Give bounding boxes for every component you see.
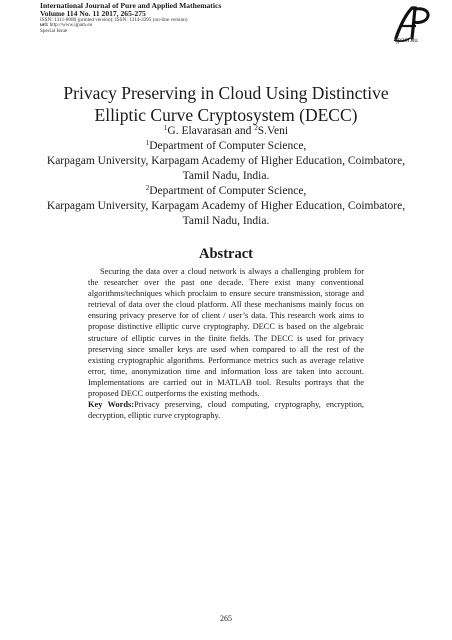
affiliation2-dept-text: Department of Computer Science, (149, 185, 307, 197)
journal-url-label: url: (40, 22, 49, 29)
author1-name: G. Elavarasan and (167, 125, 255, 137)
affiliation1-dept-text: Department of Computer Science, (149, 140, 307, 152)
journal-url-value: http://www.ijpam.eu (48, 22, 93, 29)
paper-title-line-1: Privacy Preserving in Cloud Using Distinctive (63, 83, 389, 103)
abstract-heading: Abstract (199, 246, 253, 262)
affiliation1-univ: Karpagam University, Karpagam Academy of Higher Education, Coimbatore, (46, 155, 406, 167)
author-names (20, 124, 432, 139)
author-block (20, 124, 432, 229)
journal-name: International Journal of Pure and Applied Mathematics (40, 1, 222, 10)
author2-name: S.Veni (257, 125, 289, 137)
author2-sup: 2 (254, 124, 258, 132)
affiliation1-place: Tamil Nadu, India. (182, 170, 270, 182)
logo-caption: ijpam.eu (395, 38, 418, 44)
journal-issn: ISSN: 1311-8080 (printed version); ISSN: 1314-3395 (on-line version) (40, 16, 188, 23)
journal-issue-note: Special Issue (40, 27, 68, 34)
affiliation1-dept (20, 139, 432, 154)
affiliation2-univ: Karpagam University, Karpagam Academy of Higher Education, Coimbatore, (46, 200, 406, 212)
affiliation2-place: Tamil Nadu, India. (182, 215, 270, 227)
journal-logo-icon (390, 4, 434, 54)
journal-volume: Volume 114 No. 11 2017, 265-275 (40, 8, 146, 18)
page-number: 265 (220, 614, 232, 623)
affiliation2-sup: 2 (145, 184, 150, 192)
author1-sup: 1 (163, 124, 168, 132)
affiliation2-dept (20, 184, 432, 199)
abstract-text: Securing the data over a cloud network is always a challenging problem for the researcher over the past one decade. There exist many conventional algorithms/techniques which proclaim to ensure secure transmission, storage and retrieval of data over the cloud platform. All these mechanisms mainly focus on ensuring privacy preserve for of client / user’s data. This research work aims to propose distinctive elliptic curve cryptography. DECC is based on the algebraic structure of elliptic curves in the finite fields. The DECC is used for privacy preserving since smaller keys are used when compared to all the rest of the existing cryptographic algorithms. Performance metrics such as average relative error, time, anonymization time and information loss are taken into account. Implementations are carried out in MATLAB tool. Results portrays that the proposed DECC outperforms the existing methods. (88, 267, 364, 399)
keywords-text: Privacy preserving, cloud computing, cryptography, encryption, decryption, elliptic curve cryptography. (88, 400, 364, 421)
keywords-label: Key Words: (88, 400, 135, 409)
affiliation1-sup: 1 (145, 139, 150, 147)
keywords (88, 399, 364, 421)
paper-title-line-2: Elliptic Curve Cryptosystem (DECC) (94, 105, 358, 125)
paper-title (40, 82, 412, 126)
journal-header (40, 2, 360, 34)
